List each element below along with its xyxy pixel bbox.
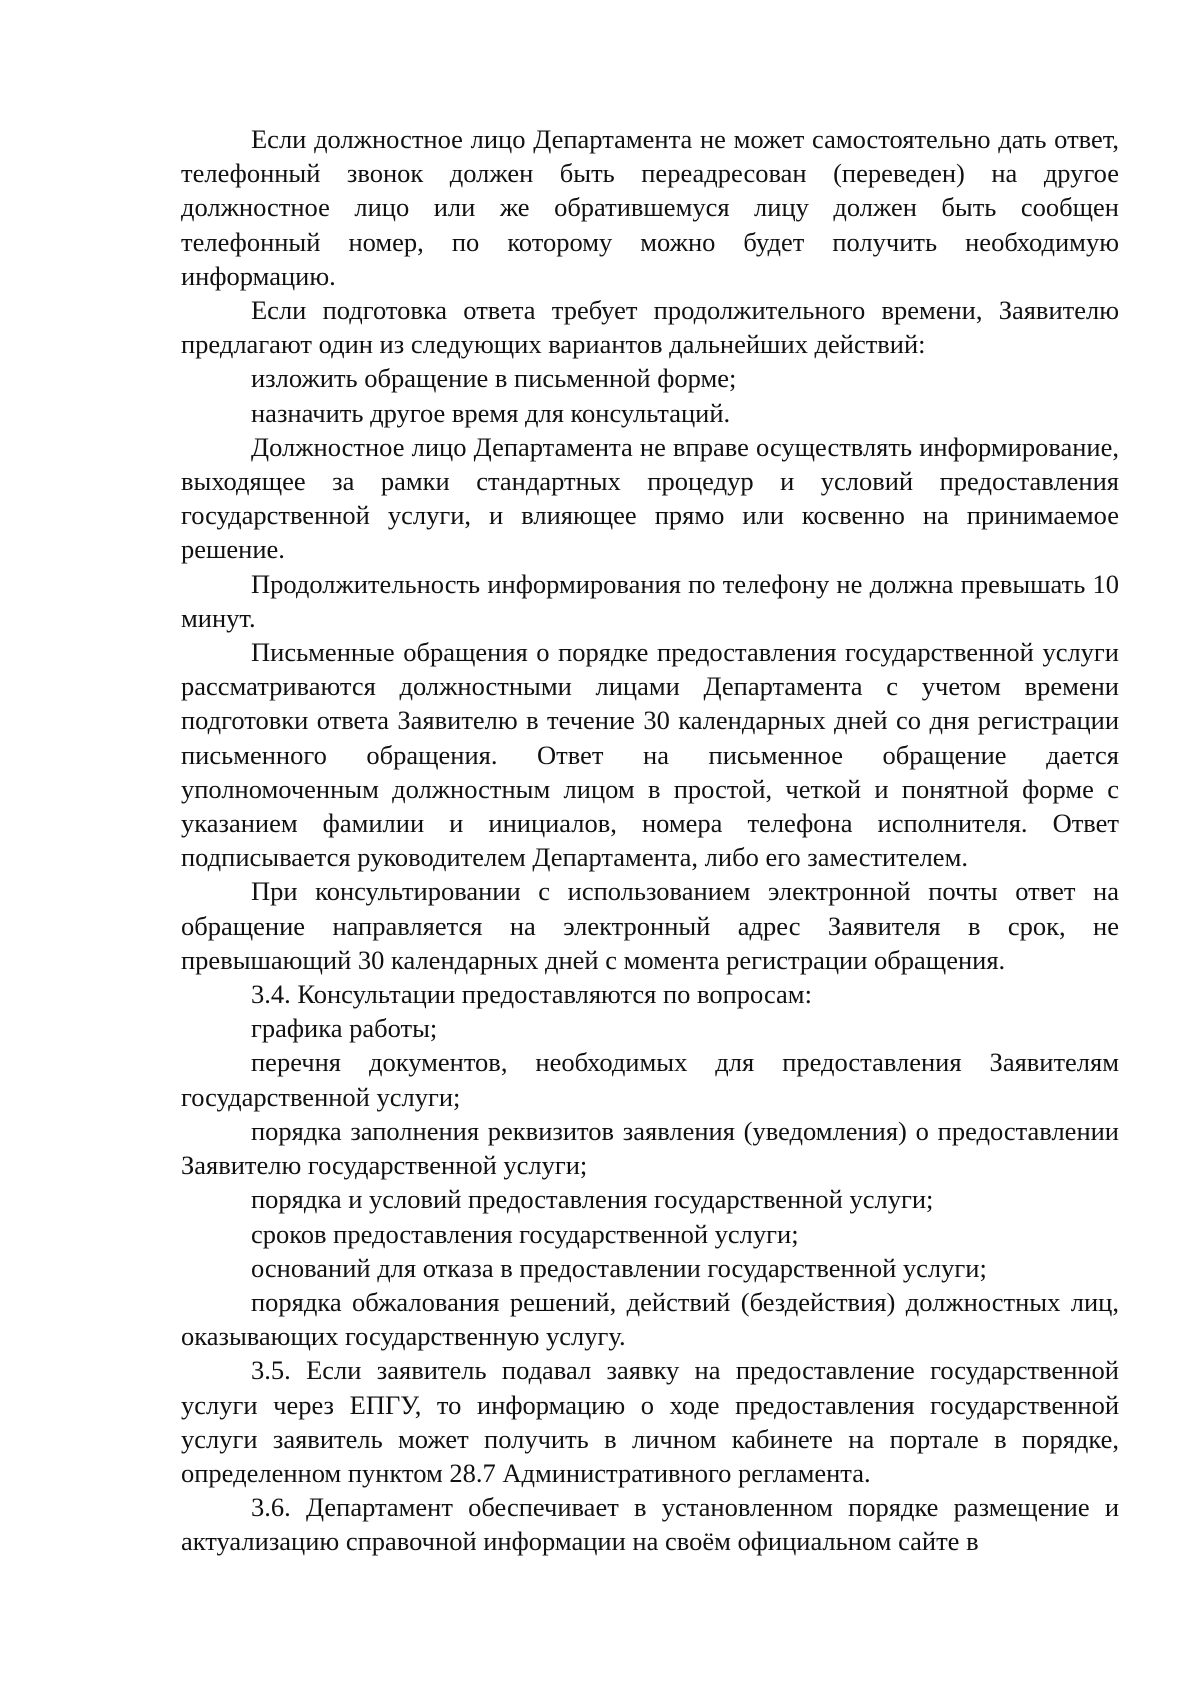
paragraph-section-3-6: 3.6. Департамент обеспечивает в установленном порядке размещение и актуализацию справочной информации на своём официальном сайте в bbox=[181, 1492, 1119, 1557]
document-body bbox=[181, 122, 1119, 1559]
list-item-schedule: графика работы; bbox=[251, 1013, 438, 1044]
list-item-appeal: порядка обжалования решений, действий (бездействия) должностных лиц, оказывающих государственную услугу. bbox=[181, 1286, 1119, 1352]
list-item-refusal-grounds: оснований для отказа в предоставлении государственной услуги; bbox=[251, 1252, 987, 1283]
paragraph-written-requests: Письменные обращения о порядке предоставления государственной услуги рассматриваются должностными лицами Департамента с учетом времени подготовки ответа Заявителю в течение 30 календарных дней со дня регистрации письменного обращения. Ответ на письменное обращение дается уполномоченным должностным лицом в простой, четкой и понятной форме с указанием фамилии и инициалов, номера телефона исполнителя. Ответ подписывается руководителем Департамента, либо его заместителем. bbox=[181, 637, 1119, 873]
paragraph-section-3-5: 3.5. Если заявитель подавал заявку на предоставление государственной услуги через ЕПГУ, то информацию о ходе предоставления государственной услуги заявитель может получить в личном кабинете на портале в порядке, определенном пунктом 28.7 Административного регламента. bbox=[181, 1355, 1119, 1488]
paragraph-long-preparation: Если подготовка ответа требует продолжительного времени, Заявителю предлагают один из следующих вариантов дальнейших действий: bbox=[181, 295, 1119, 360]
paragraph-phone-duration: Продолжительность информирования по телефону не должна превышать 10 минут. bbox=[181, 568, 1119, 633]
list-item-terms: сроков предоставления государственной услуги; bbox=[251, 1218, 799, 1249]
paragraph-phone-redirect: Если должностное лицо Департамента не может самостоятельно дать ответ, телефонный звонок должен быть переадресован (переведен) на другое должностное лицо или же обратившемуся лицу должен быть сообщен телефонный номер, по которому можно будет получить необходимую информацию. bbox=[181, 124, 1119, 291]
paragraph-section-3-4: 3.4. Консультации предоставляются по вопросам: bbox=[251, 979, 812, 1010]
list-item-form-filling: порядка заполнения реквизитов заявления (уведомления) о предоставлении Заявителю государственной услуги; bbox=[181, 1115, 1119, 1181]
paragraph-option-written: изложить обращение в письменной форме; bbox=[251, 363, 737, 394]
paragraph-informing-limits: Должностное лицо Департамента не вправе осуществлять информирование, выходящее за рамки стандартных процедур и условий предоставления государственной услуги, и влияющее прямо или косвенно на принимаемое решение. bbox=[181, 431, 1119, 565]
paragraph-email-consulting: При консультировании с использованием электронной почты ответ на обращение направляется на электронный адрес Заявителя в срок, не превышающий 30 календарных дней с момента регистрации обращения. bbox=[181, 876, 1119, 975]
paragraph-option-reschedule: назначить другое время для консультаций. bbox=[251, 397, 731, 428]
list-item-documents: перечня документов, необходимых для предоставления Заявителям государственной услуги; bbox=[181, 1047, 1119, 1112]
list-item-conditions: порядка и условий предоставления государственной услуги; bbox=[251, 1184, 934, 1215]
